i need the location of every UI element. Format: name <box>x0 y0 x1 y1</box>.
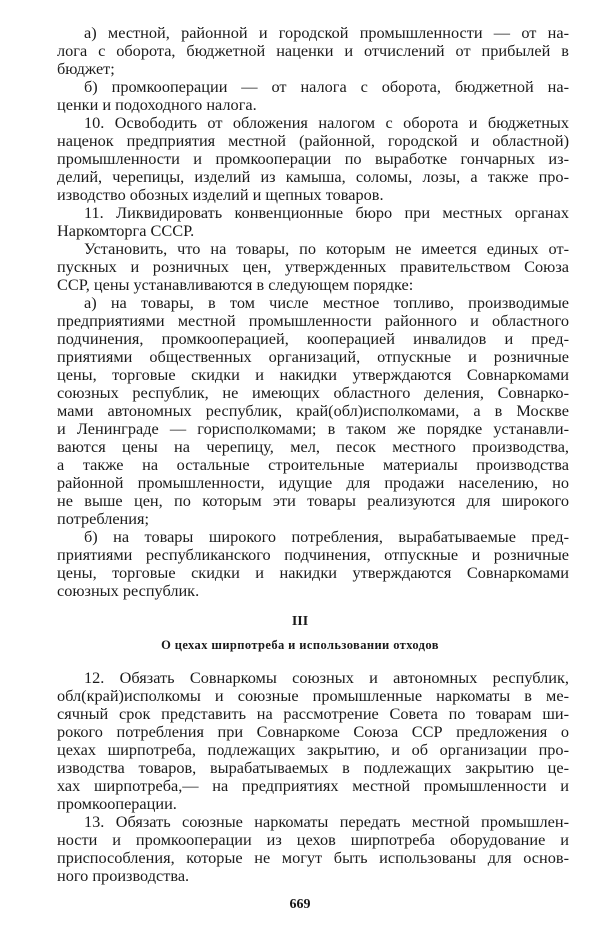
text-line: цены, торговые скидки и накидки утверждаются Совнаркомами <box>57 365 569 384</box>
text-line: б) на товары широкого потребления, вырабатываемые пред- <box>84 527 569 546</box>
text-line: бюджет; <box>57 59 115 78</box>
text-line: а) местной, районной и городской промышленности — от на- <box>84 23 569 42</box>
paragraph <box>57 669 569 813</box>
text-line: делий, черепицы, изделий из камыша, соломы, лозы, а также про- <box>57 167 569 186</box>
text-line: б) промкооперации — от налога с оборота, бюджетной на- <box>84 77 569 96</box>
text-line: приятиями республиканского подчинения, отпускные и розничные <box>57 545 569 564</box>
text-line: изводство обозных изделий и щепных товаров. <box>57 185 384 204</box>
text-line: а) на товары, в том числе местное топливо, производимые <box>84 293 569 312</box>
text-line: районной промышленности, идущие для продажи населению, но <box>57 473 569 492</box>
text-line: хах ширпотреба,— на предприятиях местной промышленности и <box>57 776 569 795</box>
text-line: союзных республик, не имеющих областного деления, Совнарко- <box>57 383 569 402</box>
text-line: приятиями общественных организаций, отпускные и розничные <box>57 347 569 366</box>
text-line: промышленности и промкооперации по выработке гончарных из- <box>57 149 569 168</box>
text-line: ваются цены на черепицу, мел, песок местного производства, <box>57 437 569 456</box>
text-line: ности и промкооперации из цехов ширпотреба оборудование и <box>57 830 569 849</box>
text-line: приспособления, которые не могут быть использованы для основ- <box>57 848 569 867</box>
section-heading: О цехах ширпотреба и использовании отходов <box>161 638 439 652</box>
paragraph <box>57 24 569 78</box>
text-line: промкооперации. <box>57 794 177 813</box>
paragraph <box>57 204 569 240</box>
paragraph <box>57 78 569 114</box>
text-line: Установить, что на товары, по которым не имеется единых от- <box>84 239 569 258</box>
text-line: обл(край)исполкомы и союзные промышленные наркоматы в ме- <box>57 686 569 705</box>
text-line: потребления; <box>57 509 149 528</box>
document-body-top <box>57 24 569 600</box>
text-line: ССР, цены устанавливаются в следующем порядке: <box>57 275 414 294</box>
text-line: ценки и подоходного налога. <box>57 95 257 114</box>
text-line: не выше цен, по которым эти товары реализуются для широкого <box>57 491 569 510</box>
text-line: изводства товаров, вырабатываемых в подлежащих закрытию це- <box>57 758 569 777</box>
text-line: цены, торговые скидки и накидки утверждаются Совнаркомами <box>57 563 569 582</box>
text-line: 11. Ликвидировать конвенционные бюро при местных органах <box>84 203 569 222</box>
text-line: сячный срок представить на рассмотрение Совета по товарам ши- <box>57 704 569 723</box>
text-line: подчинения, промкооперацией, кооперацией инвалидов и пред- <box>57 329 569 348</box>
text-line: рокого потребления при Совнаркоме Союза ССР предложения о <box>57 722 569 741</box>
text-line: а также на остальные строительные материалы производства <box>57 455 569 474</box>
text-line: наценок предприятия местной (районной, городской и областной) <box>57 131 569 150</box>
text-line: союзных республик. <box>57 581 200 600</box>
text-line: предприятиями местной промышленности районного и областного <box>57 311 569 330</box>
paragraph <box>57 240 569 294</box>
paragraph <box>57 114 569 204</box>
text-line: Наркомторга СССР. <box>57 221 195 240</box>
document-body-bottom <box>57 669 569 885</box>
text-line: 10. Освободить от обложения налогом с оборота и бюджетных <box>84 113 569 132</box>
text-line: 13. Обязать союзные наркоматы передать местной промышлен- <box>84 812 569 831</box>
section-number: III <box>291 614 309 629</box>
text-line: 12. Обязать Совнаркомы союзных и автономных республик, <box>84 668 569 687</box>
text-line: лога с оборота, бюджетной наценки и отчислений от прибылей в <box>57 41 569 60</box>
page-number: 669 <box>289 897 311 912</box>
paragraph <box>57 813 569 885</box>
paragraph <box>57 528 569 600</box>
text-line: цехах ширпотреба, подлежащих закрытию, и об организации про- <box>57 740 569 759</box>
text-line: мами автономных республик, край(обл)исполкомами, а в Москве <box>57 401 569 420</box>
text-line: ного производства. <box>57 866 190 885</box>
text-line: пускных и розничных цен, утвержденных правительством Союза <box>57 257 569 276</box>
text-line: и Ленинграде — горисполкомами; в таком же порядке устанавли- <box>57 419 569 438</box>
paragraph <box>57 294 569 528</box>
